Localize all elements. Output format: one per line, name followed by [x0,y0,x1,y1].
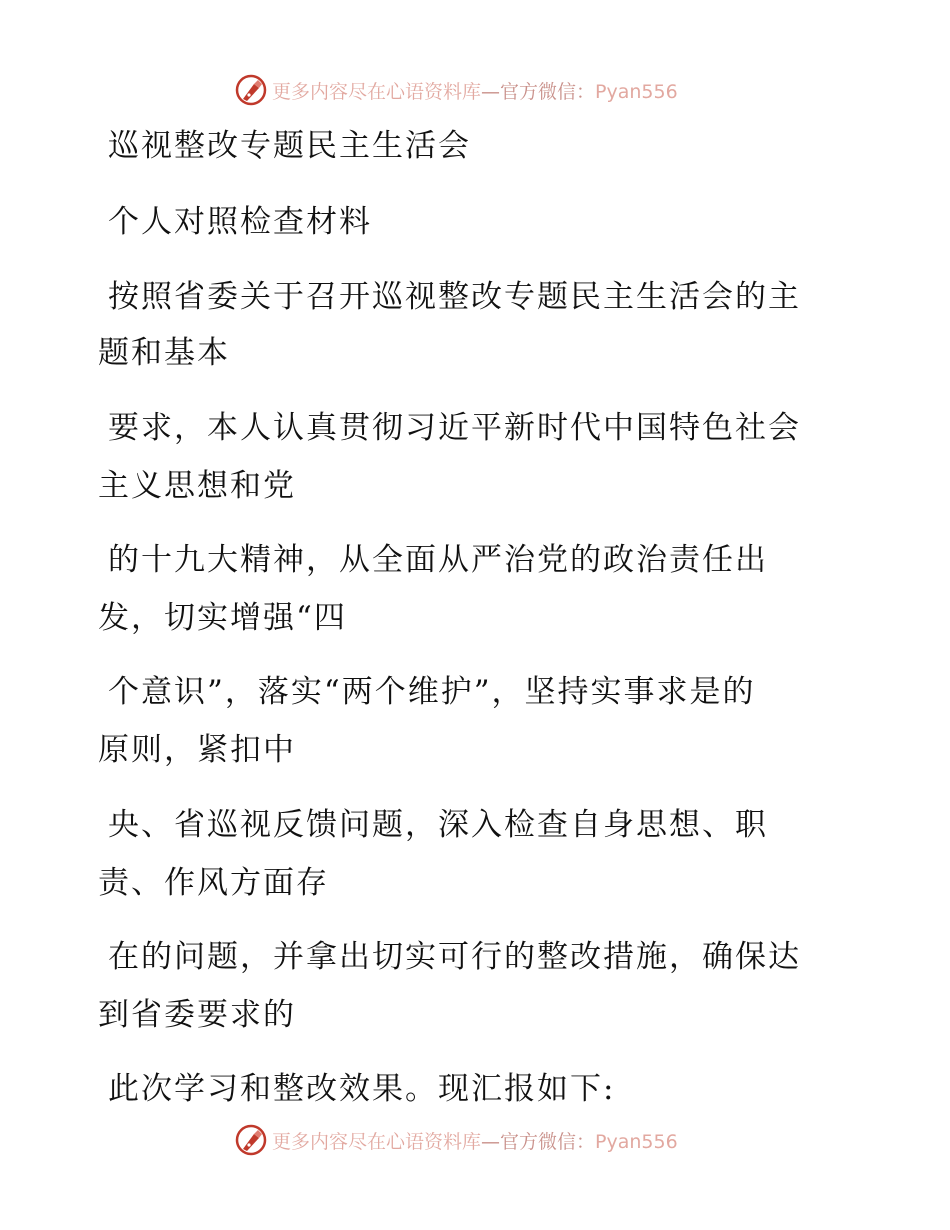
header-watermark [234,72,678,108]
paragraph-line: 个意识”，落实“两个维护”，坚持实事求是的 [108,674,756,710]
paragraph-line: 到省委要求的 [98,997,296,1033]
pen-nib-logo-icon [234,73,268,107]
pen-nib-logo-icon [234,1123,268,1157]
paragraph-line: 的十九大精神，从全面从严治党的政治责任出 [108,542,768,578]
document-title: 巡视整改专题民主生活会 [108,128,471,164]
paragraph-line: 要求，本人认真贯彻习近平新时代中国特色社会 [108,410,801,446]
paragraph-line: 按照省委关于召开巡视整改专题民主生活会的主 [108,279,801,315]
paragraph-line: 此次学习和整改效果。现汇报如下: [108,1071,616,1107]
paragraph-line: 发，切实增强“四 [98,600,347,636]
document-subtitle: 个人对照检查材料 [108,204,372,240]
paragraph-line: 原则，紧扣中 [98,732,296,768]
paragraph-line: 央、省巡视反馈问题，深入检查自身思想、职 [108,807,768,843]
watermark-text: 更多内容尽在心语资料库—官方微信：Pyan556 [272,80,678,103]
paragraph-line: 在的问题，并拿出切实可行的整改措施，确保达 [108,939,801,975]
paragraph-line: 主义思想和党 [98,468,296,504]
footer-watermark [234,1122,678,1158]
watermark-text: 更多内容尽在心语资料库—官方微信：Pyan556 [272,1130,678,1153]
paragraph-line: 责、作风方面存 [98,865,329,901]
paragraph-line: 题和基本 [98,335,230,371]
